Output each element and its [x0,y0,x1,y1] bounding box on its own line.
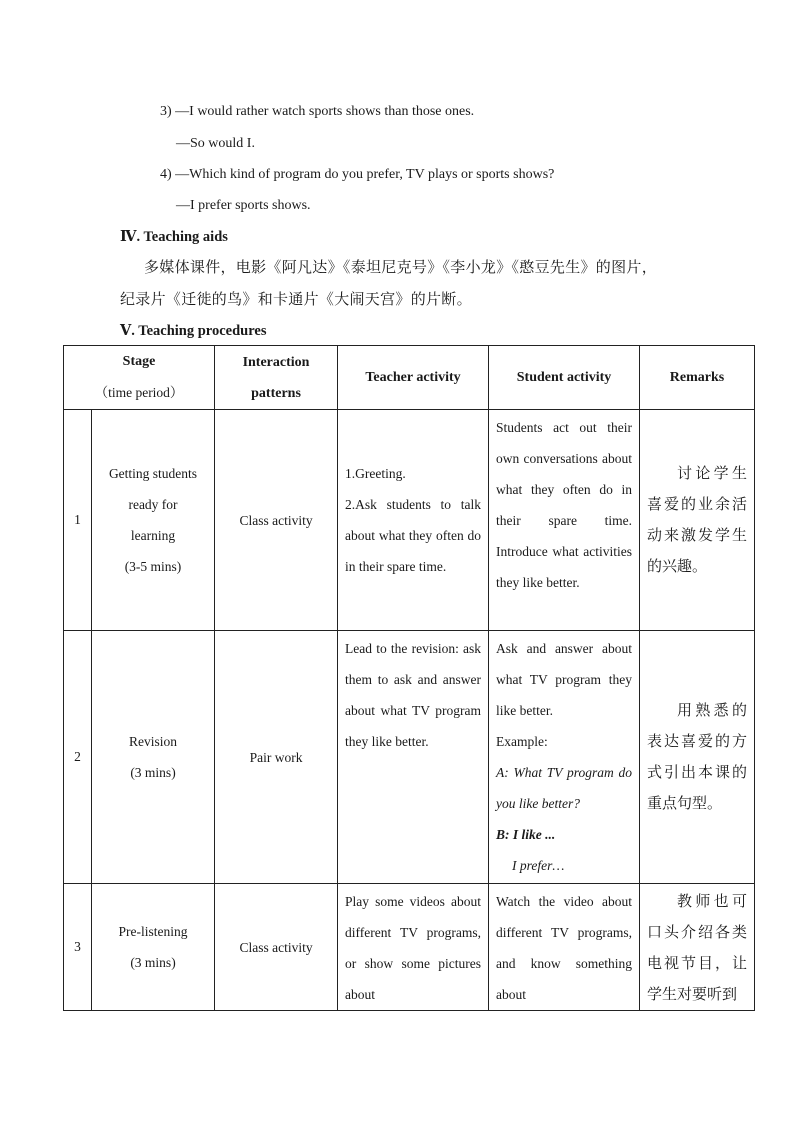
procedures-table [63,345,755,1011]
dialogue-4-answer: —I prefer sports shows. [176,198,311,213]
interaction-cell: Class activity [215,884,338,1011]
stage-line: ready for [128,497,178,512]
student-example-label: Example: [496,734,548,749]
student-activity-text: Students act out their own conversations about what they often do in their spare time. Introduce what activities they like better. [496,420,633,590]
example-line-b: B: I like ... [496,827,556,842]
dialogue-4-question: 4) —Which kind of program do you prefer, TV plays or sports shows? [160,167,555,182]
header-stage-sub: （time period） [94,385,184,400]
teaching-aids-line-2: 纪录片《迁徙的鸟》和卡通片《大闹天宫》的片断。 [120,290,472,308]
example-line-a: A: What TV program do you like better? [496,765,633,811]
header-remarks: Remarks [640,346,755,410]
table-header-row [64,346,755,410]
student-activity-text: Watch the video about different TV programs, and know something about [496,894,633,1002]
header-stage-label: Stage [122,354,156,369]
example-line-prefer: I prefer… [512,858,565,873]
interaction-cell: Class activity [215,410,338,631]
remarks-cell: 用熟悉的表达喜爱的方式引出本课的重点句型。 [640,631,755,884]
teaching-aids-line-1: 多媒体课件，电影《阿凡达》《泰坦尼克号》《李小龙》《憨豆先生》的图片， [144,258,658,276]
teacher-activity-cell [338,410,489,631]
header-stage [64,346,215,410]
stage-cell [92,631,215,884]
header-interaction [215,346,338,410]
teacher-activity-text: 1.Greeting. [345,466,406,481]
stage-line: learning [130,528,176,543]
stage-time: (3 mins) [130,955,176,970]
teaching-aids-heading: Ⅳ. Teaching aids [120,229,228,245]
table-row [64,631,755,884]
dialogue-3-question: 3) —I would rather watch sports shows than those ones. [160,104,475,119]
teacher-activity-cell [338,631,489,884]
student-activity-cell [489,884,640,1011]
stage-line: Revision [129,734,178,749]
student-activity-text: Ask and answer about what TV program they like better. [496,641,633,718]
header-interaction-line-2: patterns [251,385,301,401]
table-row [64,410,755,631]
teacher-activity-text: Lead to the revision: ask them to ask and answer about what TV program they like better. [345,641,482,749]
row-number: 2 [64,631,92,884]
stage-time: (3 mins) [130,765,176,780]
stage-time: (3-5 mins) [124,559,182,574]
stage-line: Pre-listening [118,924,188,939]
remarks-cell: 讨论学生喜爱的业余活动来激发学生的兴趣。 [640,410,755,631]
student-activity-cell [489,631,640,884]
row-number: 1 [64,410,92,631]
teacher-activity-text: 2.Ask students to talk about what they often do in their spare time. [345,497,482,574]
interaction-cell: Pair work [215,631,338,884]
dialogue-3-answer: —So would I. [176,136,255,151]
teaching-procedures-heading: Ⅴ. Teaching procedures [120,323,267,339]
row-number: 3 [64,884,92,1011]
stage-cell [92,410,215,631]
header-interaction-line-1: Interaction [242,354,310,370]
remarks-cell: 教师也可口头介绍各类电视节目，让学生对要听到 [640,884,755,1011]
table-row [64,884,755,1011]
teacher-activity-cell [338,884,489,1011]
header-teacher-activity: Teacher activity [338,346,489,410]
header-student-activity: Student activity [489,346,640,410]
stage-cell [92,884,215,1011]
stage-line: Getting students [108,466,198,481]
student-activity-cell [489,410,640,631]
teacher-activity-text: Play some videos about different TV programs, or show some pictures about [345,894,482,1002]
